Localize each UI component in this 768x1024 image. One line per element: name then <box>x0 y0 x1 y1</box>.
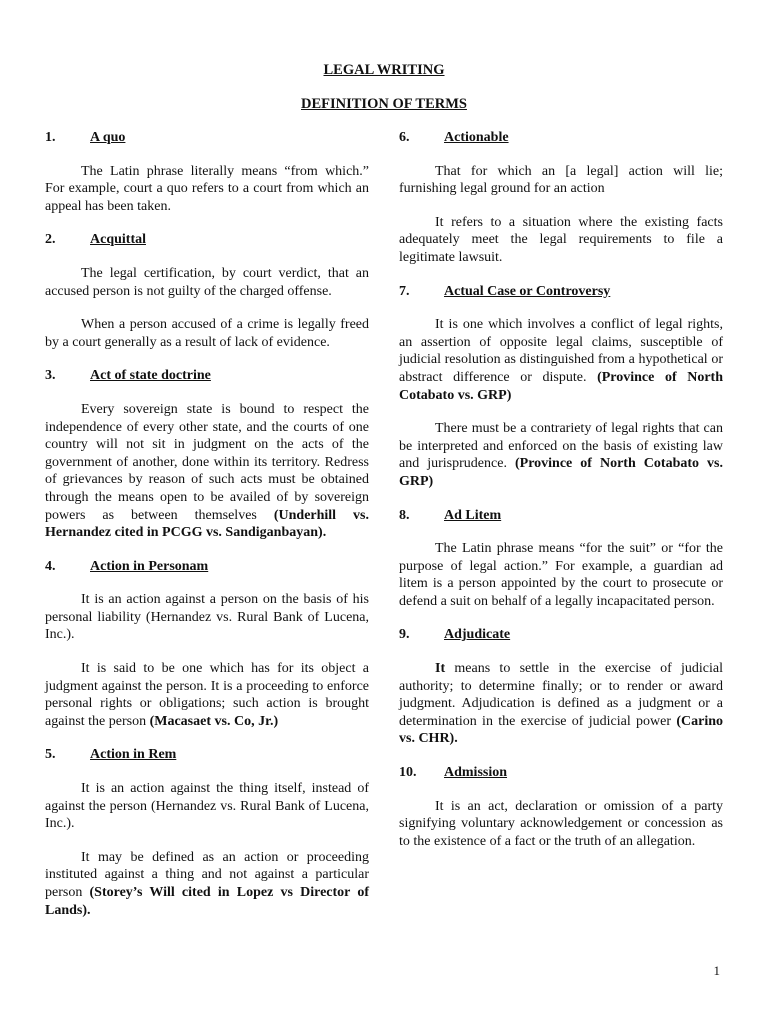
term-title: Actual Case or Controversy <box>444 283 611 299</box>
page-number: 1 <box>713 963 720 978</box>
case-citation: (Underhill vs. Hernandez cited in PCGG vs. Sandiganbayan). <box>45 507 369 541</box>
definition-paragraph <box>45 591 369 644</box>
term-title: Adjudicate <box>444 627 511 643</box>
document-subtitle: DEFINITION OF TERMS <box>301 96 467 112</box>
term-title: Ad Litem <box>444 507 502 523</box>
term-title: Acquittal <box>90 232 146 248</box>
case-citation: (Macasaet vs. Co, Jr.) <box>149 713 279 729</box>
definition-paragraph <box>45 401 369 542</box>
term-title: Admission <box>444 765 508 781</box>
term-heading <box>399 283 723 301</box>
term-heading <box>45 231 369 249</box>
definition-paragraph <box>45 163 369 216</box>
case-citation: (Province of North Cotabato vs. GRP) <box>399 456 723 489</box>
paragraph-text: It is an action against the thing itself, instead of against the person (Hernandez vs. Rural Bank of Lucena, Inc.). <box>45 781 369 832</box>
term-admission <box>399 764 723 850</box>
definition-paragraph <box>399 420 723 490</box>
definition-paragraph <box>399 214 723 267</box>
definition-paragraph <box>45 780 369 833</box>
term-actual-case-or-controversy <box>399 283 723 491</box>
paragraph-text: Every sovereign state is bound to respect the independence of every other state, and the courts of one country will not sit in judgment on the acts of the government of another, done within its territory. Redress of grievances by reason of such acts must be obtained through the means open to be availed of by sovereign powers as between themselves <box>45 401 369 523</box>
paragraph-text: The Latin phrase means “for the suit” or “for the purpose of legal action.” For example, a guardian ad litem is a person appointed by the court to prosecute or defend a suit on behalf of a legally incapacitated person. <box>399 541 723 609</box>
paragraph-text: When a person accused of a crime is legally freed by a court generally as a result of lack of evidence. <box>45 317 369 350</box>
paragraph-text: It is an action against a person on the basis of his personal liability (Hernandez vs. Rural Bank of Lucena, Inc.). <box>45 592 369 643</box>
term-actionable <box>399 129 723 267</box>
term-title: Action in Personam <box>90 558 209 574</box>
case-citation: (Province of North Cotabato vs. GRP) <box>399 369 723 403</box>
paragraph-text: That for which an [a legal] action will lie; furnishing legal ground for an action <box>399 163 723 197</box>
term-number: 4. <box>45 558 56 574</box>
term-heading <box>399 129 723 147</box>
term-action-in-personam <box>45 558 369 731</box>
definition-paragraph <box>45 265 369 300</box>
term-number: 10. <box>399 765 417 781</box>
definition-paragraph <box>399 316 723 404</box>
paragraph-text: means to settle in the exercise of judicial authority; to determine finally; or to render or award judgment. Adjudication is defined as a judgment or a determination in the exercise of judicial power <box>399 661 723 729</box>
document-title: LEGAL WRITING <box>323 62 445 78</box>
term-number: 8. <box>399 507 410 523</box>
definition-paragraph <box>399 540 723 610</box>
term-title: Action in Rem <box>90 747 177 763</box>
term-heading <box>399 764 723 782</box>
paragraph-text: There must be a contrariety of legal rights that can be interpreted and enforced on the basis of existing law and jurisprudence. <box>399 421 723 472</box>
paragraph-text: It may be defined as an action or proceeding instituted against a thing and not against a particular person <box>45 849 369 900</box>
definition-paragraph <box>399 660 723 748</box>
term-heading <box>399 626 723 644</box>
definition-paragraph <box>45 660 369 730</box>
term-title: A quo <box>90 130 126 145</box>
term-heading <box>45 367 369 385</box>
case-citation: (Carino vs. CHR). <box>399 713 723 747</box>
paragraph-text: It is one which involves a conflict of legal rights, an assertion of opposite legal claims, susceptible of judicial resolution as distinguished from a hypothetical or abstract difference or dispute. <box>399 317 723 385</box>
term-heading <box>45 746 369 764</box>
term-number: 5. <box>45 747 56 763</box>
term-number: 3. <box>45 368 56 384</box>
term-title: Actionable <box>444 130 509 145</box>
term-title: Act of state doctrine <box>90 368 211 384</box>
term-number: 2. <box>45 232 56 248</box>
paragraph-text: It refers to a situation where the existing facts adequately meet the legal requirements to file a legitimate lawsuit. <box>399 214 723 265</box>
paragraph-lead: It <box>435 661 446 677</box>
definition-paragraph <box>45 316 369 351</box>
term-a-quo <box>45 129 369 215</box>
term-number: 6. <box>399 130 410 145</box>
definition-paragraph <box>399 163 723 198</box>
term-heading <box>45 129 369 147</box>
term-heading <box>45 558 369 576</box>
paragraph-text: The legal certification, by court verdict, that an accused person is not guilty of the charged offense. <box>45 265 369 299</box>
paragraph-text: It is an act, declaration or omission of a party signifying voluntary acknowledgement or concession as to the existence of a fact or the truth of an allegation. <box>399 798 723 849</box>
paragraph-text: It is said to be one which has for its object a judgment against the person. It is a proceeding to enforce personal rights or obligations; such action is brought against the person <box>45 661 369 729</box>
right-column <box>399 129 723 866</box>
case-citation: (Storey’s Will cited in Lopez vs Director of Lands). <box>45 885 369 918</box>
term-adjudicate <box>399 626 723 748</box>
term-number: 1. <box>45 130 56 145</box>
term-number: 9. <box>399 627 410 643</box>
term-acquittal <box>45 231 369 351</box>
definition-paragraph <box>399 798 723 851</box>
term-action-in-rem <box>45 746 369 919</box>
left-column <box>45 129 369 935</box>
term-ad-litem <box>399 507 723 611</box>
definition-paragraph <box>45 849 369 919</box>
paragraph-text: The Latin phrase literally means “from which.” For example, court a quo refers to a court from which an appeal has been taken. <box>45 163 369 214</box>
term-heading <box>399 507 723 525</box>
term-number: 7. <box>399 283 410 299</box>
term-act-of-state-doctrine <box>45 367 369 541</box>
